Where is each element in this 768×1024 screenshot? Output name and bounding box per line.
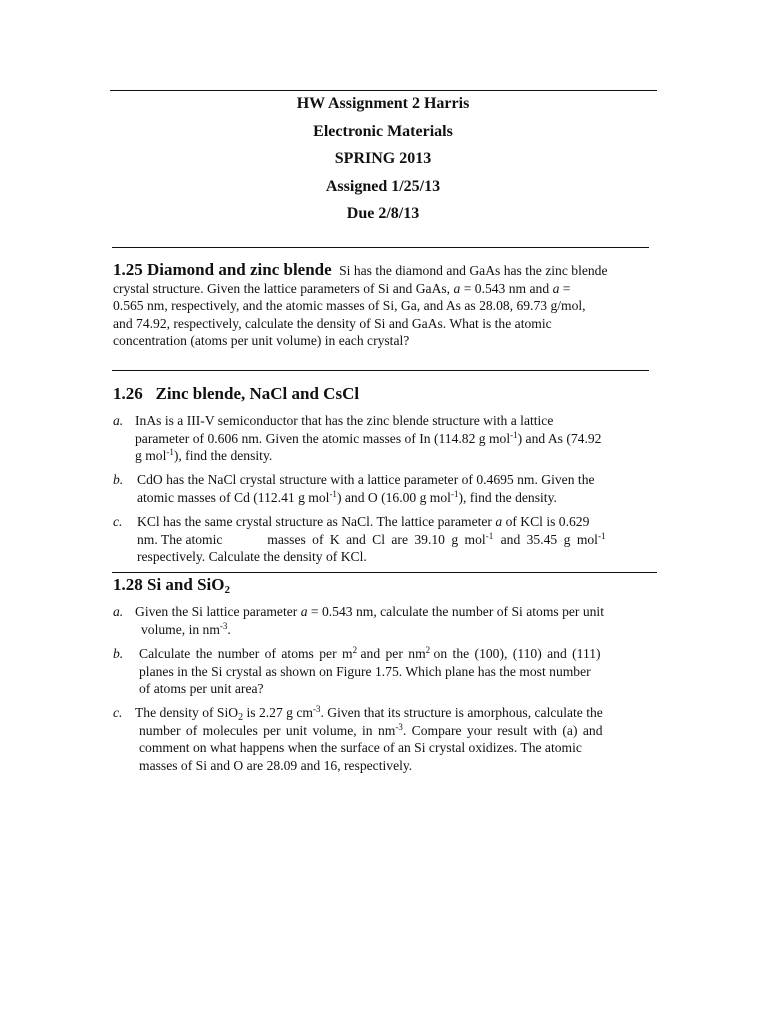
text-run: ), find the density.: [173, 448, 273, 464]
top-rule: [110, 90, 657, 91]
superscript: -3: [219, 620, 228, 631]
item-label: a.: [113, 604, 124, 619]
text-run: =: [562, 280, 571, 296]
line: [113, 531, 657, 549]
problem-1-25-line-3: 0.565 nm, respectively, and the atomic masses of Si, Ga, and As as 28.08, 69.73 g/mol,: [113, 298, 586, 314]
problem-1-25-line-5: concentration (atoms per unit volume) in each crystal?: [113, 333, 410, 349]
text-run: nm. The atomic: [137, 531, 223, 547]
doc-title: HW Assignment 2 Harris: [296, 95, 470, 112]
text-run: ), find the density.: [458, 489, 557, 505]
line: respectively. Calculate the density of KCl.: [137, 549, 367, 565]
text-run: volume, in nm: [141, 621, 220, 637]
subscript: 2: [238, 712, 244, 723]
problem-1-26-bottom-rule: [112, 572, 657, 573]
line: comment on what happens when the surface of an Si crystal oxidizes. The atomic: [139, 740, 582, 756]
line: [113, 704, 657, 722]
line: [113, 645, 657, 663]
subscript: 2: [224, 584, 230, 596]
superscript: -1: [166, 447, 174, 458]
line: [113, 621, 657, 639]
line: [113, 489, 657, 507]
text-run: of KCl is 0.629: [505, 514, 590, 529]
text-run: = 0.543 nm and: [463, 280, 550, 296]
problem-1-26-c: [113, 513, 657, 566]
problem-1-28-b: [113, 645, 657, 698]
text-run: number of molecules per unit volume, in nm: [139, 722, 396, 738]
line: CdO has the NaCl crystal structure with a lattice parameter of 0.4695 nm. Given the: [137, 472, 595, 487]
problem-1-25-intro: Si has the diamond and GaAs has the zinc blende: [339, 263, 608, 278]
text-run: and per nm: [360, 646, 426, 661]
text-run: and 35.45 g mol: [500, 531, 598, 547]
assigned-date: Assigned 1/25/13: [325, 178, 441, 195]
superscript: -1: [450, 488, 459, 499]
item-label: b.: [113, 646, 124, 661]
text-run: g mol: [135, 448, 167, 464]
text-run: ) and As (74.92: [517, 430, 602, 446]
lattice-param-symbol: a: [300, 604, 308, 619]
text-run: . Compare your result with (a) and: [402, 722, 603, 738]
text-run: ) and O (16.00 g mol: [336, 489, 451, 505]
text-run: The density of SiO: [135, 705, 239, 720]
problem-1-25-bottom-rule: [112, 370, 649, 371]
item-label: a.: [113, 413, 124, 428]
line: [113, 603, 657, 621]
line: masses of Si and O are 28.09 and 16, respectively.: [139, 757, 413, 773]
superscript: 2: [352, 645, 358, 655]
problem-1-28-c: [113, 704, 657, 774]
problem-1-25-line-1: [113, 261, 657, 280]
lattice-param-symbol: a: [495, 514, 503, 529]
line: [113, 430, 657, 448]
line: [113, 722, 657, 740]
text-run: 1.28 Si and SiO: [113, 575, 225, 594]
problem-1-28-a: [113, 603, 657, 638]
header-bottom-rule: [112, 247, 649, 248]
text-run: Given the Si lattice parameter: [135, 604, 298, 619]
text-run: . Given that its structure is amorphous, calculate the: [320, 705, 603, 720]
line: planes in the Si crystal as shown on Figure 1.75. Which plane has the most number: [139, 663, 591, 679]
problem-1-25: [113, 261, 657, 350]
problem-1-26-a: [113, 412, 657, 465]
superscript: -3: [395, 721, 403, 732]
lattice-param-symbol: a: [453, 280, 461, 296]
course-name: Electronic Materials: [313, 123, 453, 140]
line: InAs is a III-V semiconductor that has the zinc blende structure with a lattice: [135, 413, 554, 428]
due-date: Due 2/8/13: [346, 205, 420, 222]
problem-1-26-b: [113, 471, 657, 506]
problem-1-26-heading: 1.26 Zinc blende, NaCl and CsCl: [113, 384, 360, 403]
text-run: .: [227, 621, 231, 637]
problem-1-28-heading: [113, 575, 230, 595]
item-label: c.: [113, 514, 123, 529]
item-label: c.: [113, 705, 123, 720]
text-run: masses of K and Cl are 39.10 g mol: [267, 531, 486, 547]
text-run: = 0.543 nm, calculate the number of Si atoms per unit: [310, 604, 604, 619]
text-run: atomic masses of Cd (112.41 g mol: [137, 489, 330, 505]
item-label: b.: [113, 472, 124, 487]
text-run: parameter of 0.606 nm. Given the atomic masses of In (114.82 g mol: [135, 430, 511, 446]
superscript: -1: [510, 429, 518, 440]
text-run: is 2.27 g cm: [246, 705, 313, 720]
problem-1-25-heading: 1.25 Diamond and zinc blende: [113, 260, 332, 279]
superscript: -1: [597, 530, 606, 541]
text-run: Calculate the number of atoms per m: [139, 646, 353, 661]
superscript: -3: [312, 704, 321, 714]
term: SPRING 2013: [334, 150, 432, 167]
superscript: 2: [425, 645, 431, 655]
line: [113, 447, 657, 465]
problem-1-25-line-2: [113, 280, 657, 298]
text-run: KCl has the same crystal structure as NaCl. The lattice parameter: [137, 514, 492, 529]
line: [113, 513, 657, 531]
line: of atoms per unit area?: [139, 681, 264, 697]
superscript: -1: [329, 488, 337, 499]
text-run: on the (100), (110) and (111): [433, 646, 601, 661]
lattice-param-symbol: a: [552, 280, 560, 296]
problem-1-25-line-4: and 74.92, respectively, calculate the density of Si and GaAs. What is the atomic: [113, 315, 552, 331]
superscript: -1: [485, 530, 494, 541]
text-run: crystal structure. Given the lattice parameters of Si and GaAs,: [113, 280, 451, 296]
